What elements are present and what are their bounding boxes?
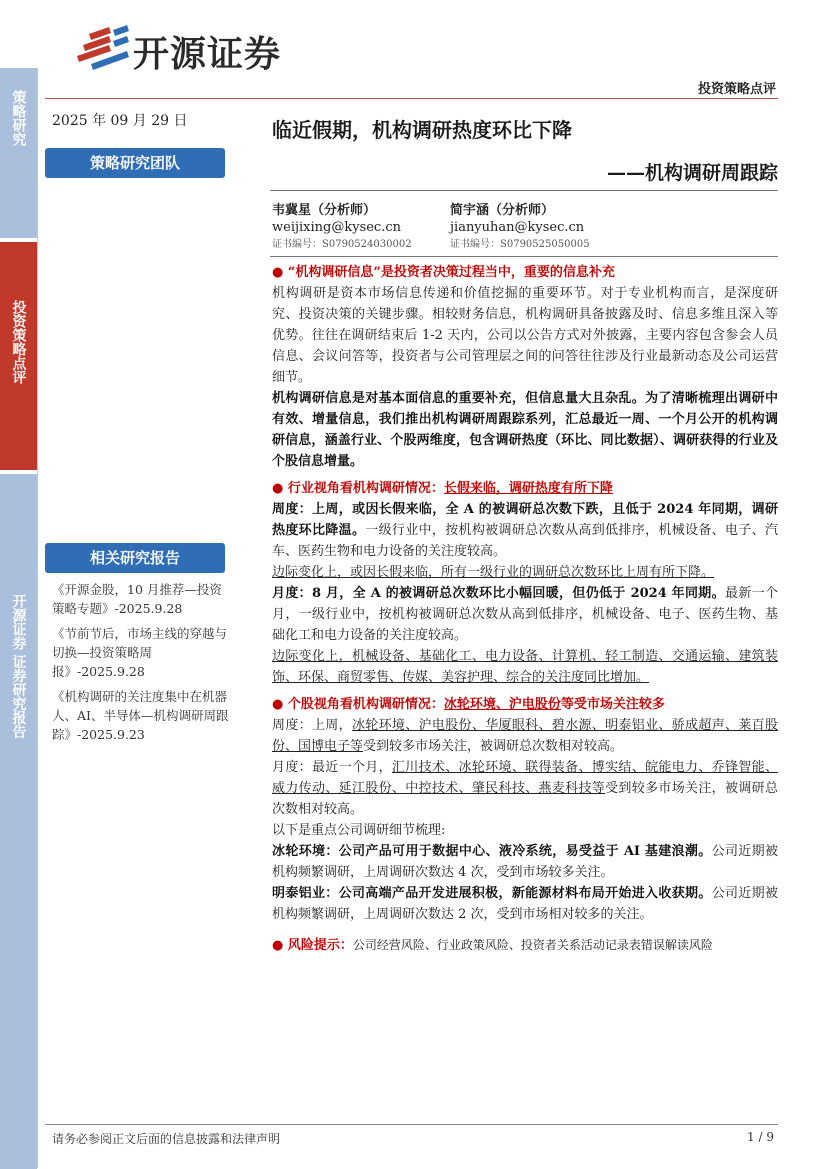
bullet-icon: ● — [272, 938, 284, 953]
section-heading: ● “机构调研信息”是投资者决策过程当中，重要的信息补充 — [272, 265, 615, 280]
page-subtitle: ——机构调研周跟踪 — [606, 162, 778, 184]
page-number: 1 / 9 — [747, 1130, 774, 1144]
left-strip-middle — [0, 242, 37, 470]
logo-mark-icon — [75, 24, 131, 74]
strip-text-report-type: 投资策略点评 — [10, 300, 27, 384]
analyst-card — [450, 202, 590, 253]
related-reports-list — [52, 580, 232, 750]
related-report-link[interactable]: 《开源金股，10 月推荐—投资策略专题》-2025.9.28 — [52, 582, 222, 616]
analyst-email[interactable]: jianyuhan@kysec.cn — [450, 220, 585, 235]
analyst-card — [272, 202, 412, 253]
strip-text-strategy: 策略研究 — [10, 90, 27, 146]
analyst-cert: 证书编号：S0790524030002 — [272, 239, 412, 250]
title-divider — [270, 190, 778, 191]
left-strip-top — [0, 68, 37, 238]
paragraph: 周度：上周，冰轮环境、沪电股份、华厦眼科、碧水源、明泰铝业、骄成超声、莱百股份、国博电子等受到较多市场关注，被调研总次数相对较高。 — [272, 718, 778, 754]
footer-disclaimer: 请务必参阅正文后面的信息披露和法律声明 — [52, 1132, 281, 1146]
page-title: 临近假期，机构调研热度环比下降 — [272, 118, 572, 142]
company-logo — [75, 24, 315, 74]
left-strip-bottom — [0, 474, 37, 1169]
paragraph: 机构调研是资本市场信息传递和价值挖掘的重要环节。对于专业机构而言，是深度研究、投资决策的关键步骤。相较财务信息，机构调研具备披露及时、信息多维且深入等优势。往往在调研结束后 1-2 天内，公司以公告方式对外披露，主要内容包含参会人员信息、会议问答等，投资者与公司管理层之间的问答往往涉及行业最新动态及公司运营细节。 — [272, 286, 778, 385]
risk-warning: ● 风险提示：公司经营风险、行业政策风险、投资者关系活动记录表错误解读风险 — [272, 938, 713, 953]
report-type-label: 投资策略点评 — [697, 82, 776, 97]
related-report-link[interactable]: 《节前节后，市场主线的穿越与切换—投资策略周报》-2025.9.28 — [52, 626, 228, 679]
paragraph: 机构调研信息是对基本面信息的重要补充，但信息量大且杂乱。为了清晰梳理出调研中有效、增量信息，我们推出机构调研周跟踪系列，汇总最近一周、一个月公开的机构调研信息，涵盖行业、个股两维度，包含调研热度（环比、同比数据）、调研获得的行业及个股信息增量。 — [272, 391, 778, 469]
paragraph: 冰轮环境：公司产品可用于数据中心、液冷系统，易受益于 AI 基建浪潮。公司近期被机构频繁调研，上周调研次数达 4 次，受到市场较多关注。 — [272, 844, 778, 880]
paragraph: 边际变化上，或因长假来临，所有一级行业的调研总次数环比上周有所下降。 — [272, 565, 715, 580]
paragraph: 以下是重点公司调研细节梳理: — [272, 823, 446, 838]
paragraph: 月度：8 月，全 A 的被调研总次数环比小幅回暖，但仍低于 2024 年同期。最新一个月，一级行业中，按机构被调研总次数从高到低排序，机械设备、电子、医药生物、基础化工和电力设备的关注度较高。 — [272, 586, 778, 643]
section-heading: ● 行业视角看机构调研情况：长假来临，调研热度有所下降 — [272, 481, 613, 496]
header-divider — [45, 98, 778, 99]
related-report-link[interactable]: 《机构调研的关注度集中在机器人、AI、半导体—机构调研周跟踪》-2025.9.23 — [52, 689, 229, 742]
related-reports-label: 相关研究报告 — [45, 543, 225, 573]
analyst-divider — [270, 256, 778, 257]
paragraph: 明泰铝业：公司高端产品开发进展积极，新能源材料布局开始进入收获期。公司近期被机构频繁调研，上周调研次数达 2 次，受到市场相对较多的关注。 — [272, 886, 778, 922]
team-label: 策略研究团队 — [45, 148, 225, 178]
paragraph: 月度：最近一个月，汇川技术、冰轮环境、联得装备、博实结、皖能电力、乔锋智能、威力传动、延江股份、中控技术、肇民科技、燕麦科技等受到较多市场关注，被调研总次数相对较高。 — [272, 760, 778, 817]
paragraph: 边际变化上，机械设备、基础化工、电力设备、计算机、轻工制造、交通运输、建筑装饰、环保、商贸零售、传媒、美容护理、综合的关注度同比增加。 — [272, 649, 778, 685]
report-body — [272, 262, 778, 956]
left-divider — [37, 68, 38, 1168]
section-heading: ● 个股视角看机构调研情况：冰轮环境、沪电股份等受市场关注较多 — [272, 697, 665, 712]
bullet-icon: ● — [272, 697, 284, 712]
bullet-icon: ● — [272, 481, 284, 496]
analyst-cert: 证书编号：S0790525050005 — [450, 239, 590, 250]
analyst-name: 韦冀星（分析师） — [272, 203, 377, 218]
footer-divider — [45, 1124, 778, 1125]
analyst-email[interactable]: weijixing@kysec.cn — [272, 220, 402, 235]
bullet-icon: ● — [272, 265, 284, 280]
analyst-name: 简宇涵（分析师） — [450, 203, 555, 218]
report-date: 2025 年 09 月 29 日 — [52, 113, 188, 129]
paragraph: 周度：上周，或因长假来临，全 A 的被调研总次数下跌，且低于 2024 年同期，调研热度环比降温。一级行业中，按机构被调研总次数从高到低排序，机械设备、电子、汽车、医药生物和电力设备的关注度较高。 — [272, 502, 778, 559]
company-name: 开源证券 — [133, 34, 282, 75]
strip-text-company: 开源证券 证券研究报告 — [10, 594, 27, 739]
